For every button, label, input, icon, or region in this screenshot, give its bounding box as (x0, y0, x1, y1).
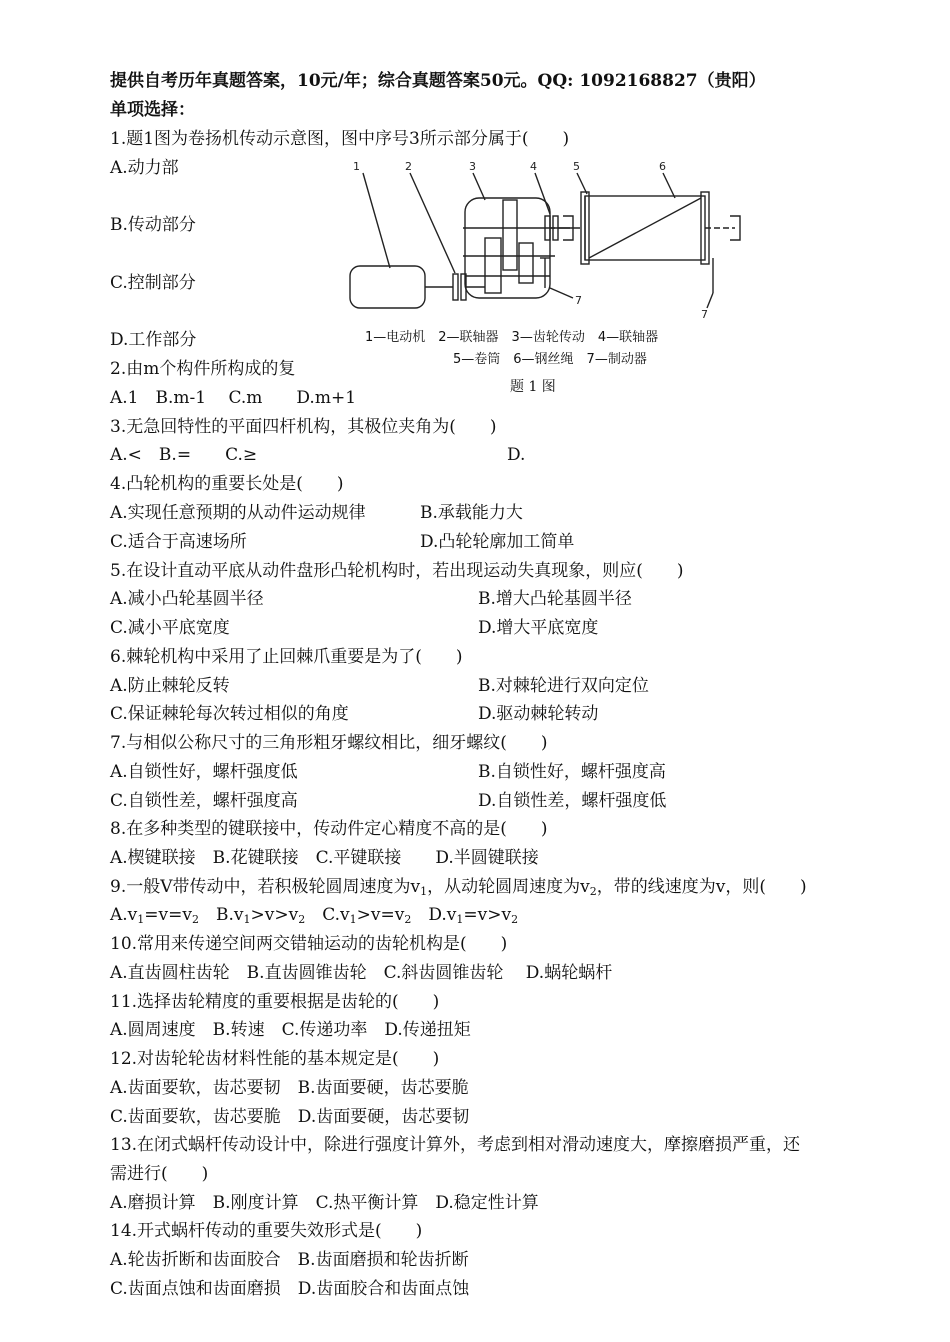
question-13-stem-line-1: 13.在闭式蜗杆传动设计中，除进行强度计算外，考虑到相对滑动速度大，摩擦磨损严重，还 (110, 1135, 801, 1155)
question-12-options-ab: A.齿面要软，齿芯要韧 B.齿面要硬，齿芯要脆 (110, 1078, 469, 1098)
subscript: 1 (137, 913, 145, 926)
text-run: A.v (110, 905, 138, 925)
subscript: 1 (349, 913, 357, 926)
question-7-option-d: D.自锁性差，螺杆强度低 (478, 791, 667, 811)
diagram-legend-row-1: 1—电动机 2—联轴器 3—齿轮传动 4—联轴器 (365, 330, 659, 345)
question-11-stem: 11.选择齿轮精度的重要根据是齿轮的( ) (110, 992, 440, 1012)
diagram-legend-row-2: 5—卷筒 6—钢丝绳 7—制动器 (453, 352, 647, 367)
text-run: C.v (305, 905, 350, 925)
question-13-options: A.磨损计算 B.刚度计算 C.热平衡计算 D.稳定性计算 (110, 1193, 539, 1213)
question-8-options: A.楔键联接 B.花键联接 C.平键联接 D.半圆键联接 (110, 848, 539, 868)
question-13-stem-line-2: 需进行( ) (110, 1164, 209, 1184)
question-5-option-c: C.减小平底宽度 (110, 618, 230, 638)
text-run: D.v (411, 905, 457, 925)
question-14-stem: 14.开式蜗杆传动的重要失效形式是( ) (110, 1221, 423, 1241)
question-8-stem: 8.在多种类型的键联接中，传动件定心精度不高的是( ) (110, 819, 548, 839)
diagram-number-4: 4 (530, 160, 537, 173)
question-12-options-cd: C.齿面要软，齿芯要脆 D.齿面要硬，齿芯要韧 (110, 1107, 470, 1127)
subscript: 2 (192, 913, 199, 926)
question-1-option-b: B.传动部分 (110, 215, 196, 235)
question-9-stem-part-c: ，带的线速度为v，则( ) (596, 877, 807, 897)
question-9-options (110, 904, 518, 926)
question-1-option-a: A.动力部 (110, 158, 179, 178)
question-12-stem: 12.对齿轮轮齿材料性能的基本规定是( ) (110, 1049, 440, 1069)
question-4-stem: 4.凸轮机构的重要长处是( ) (110, 474, 344, 494)
question-6-stem: 6.棘轮机构中采用了止回棘爪重要是为了( ) (110, 647, 463, 667)
question-3-options: A.< B.= C.≥ (110, 445, 258, 465)
question-5-option-d: D.增大平底宽度 (478, 618, 599, 638)
question-7-option-c: C.自锁性差，螺杆强度高 (110, 791, 298, 811)
text-run: =v>v (463, 905, 512, 925)
subscript: 2 (511, 913, 519, 926)
subscript: 2 (298, 913, 306, 926)
text-run: =v=v (144, 905, 192, 925)
question-11-options: A.圆周速度 B.转速 C.传递功率 D.传递扭矩 (110, 1020, 471, 1040)
diagram-number-3: 3 (469, 160, 476, 173)
subscript: 1 (456, 913, 464, 926)
question-6-option-c: C.保证棘轮每次转过相似的角度 (110, 704, 349, 724)
question-9-stem-part-a: 9.一般V带传动中，若积极轮圆周速度为v (110, 877, 421, 897)
section-title: 单项选择： (110, 100, 195, 120)
question-7-option-b: B.自锁性好，螺杆强度高 (478, 762, 666, 782)
diagram-number-6: 6 (659, 160, 666, 173)
text-run: >v>v (250, 905, 299, 925)
question-1-stem: 1.题1图为卷扬机传动示意图，图中序号3所示部分属于( ) (110, 129, 570, 149)
text-run: B.v (199, 905, 244, 925)
text-run: >v=v (356, 905, 405, 925)
question-3-option-d: D. (507, 445, 526, 465)
question-3-stem: 3.无急回特性的平面四杆机构，其极位夹角为( ) (110, 417, 497, 437)
question-7-stem: 7.与相似公称尺寸的三角形粗牙螺纹相比，细牙螺纹( ) (110, 733, 548, 753)
diagram-number-2: 2 (405, 160, 412, 173)
question-9-stem (110, 876, 807, 898)
gearbox-shape (465, 198, 550, 298)
question-10-stem: 10.常用来传递空间两交错轴运动的齿轮机构是( ) (110, 934, 508, 954)
question-9-stem-part-b: ，从动轮圆周速度为v (427, 877, 590, 897)
diagram-number-5: 5 (573, 160, 580, 173)
question-10-options: A.直齿圆柱齿轮 B.直齿圆锥齿轮 C.斜齿圆锥齿轮 D.蜗轮蜗杆 (110, 963, 613, 983)
question-2-options: A.1 B.m-1 C.m D.m+1 (110, 388, 357, 408)
diagram-number-7a: 7 (575, 294, 582, 307)
diagram-number-7b: 7 (701, 308, 708, 321)
question-4-option-d: D.凸轮轮廓加工简单 (420, 532, 575, 552)
question-1-option-d: D.工作部分 (110, 330, 197, 350)
header-line: 提供自考历年真题答案，10元/年；综合真题答案50元。QQ: 1092168827（贵阳） (110, 71, 766, 91)
question-14-options-ab: A.轮齿折断和齿面胶合 B.齿面磨损和轮齿折断 (110, 1250, 469, 1270)
question-4-option-c: C.适合于高速场所 (110, 532, 247, 552)
diagram-caption: 题 1 图 (510, 379, 556, 395)
subscript: 1 (420, 885, 428, 898)
question-5-stem: 5.在设计直动平底从动件盘形凸轮机构时，若出现运动失真现象，则应( ) (110, 561, 684, 581)
motor-shape (350, 266, 425, 308)
question-4-option-a: A.实现任意预期的从动件运动规律 (110, 503, 366, 523)
question-6-option-b: B.对棘轮进行双向定位 (478, 676, 649, 696)
question-2-stem: 2.由m个构件所构成的复 (110, 359, 296, 379)
diagram-number-1: 1 (353, 160, 360, 173)
subscript: 1 (243, 913, 251, 926)
winch-transmission-diagram (345, 158, 765, 398)
question-5-option-a: A.减小凸轮基圆半径 (110, 589, 264, 609)
question-4-option-b: B.承载能力大 (420, 503, 523, 523)
question-6-option-a: A.防止棘轮反转 (110, 676, 230, 696)
question-1-option-c: C.控制部分 (110, 273, 196, 293)
subscript: 2 (404, 913, 412, 926)
question-6-option-d: D.驱动棘轮转动 (478, 704, 599, 724)
question-14-options-cd: C.齿面点蚀和齿面磨损 D.齿面胶合和齿面点蚀 (110, 1279, 470, 1299)
question-5-option-b: B.增大凸轮基圆半径 (478, 589, 632, 609)
question-7-option-a: A.自锁性好，螺杆强度低 (110, 762, 298, 782)
subscript: 2 (589, 885, 597, 898)
